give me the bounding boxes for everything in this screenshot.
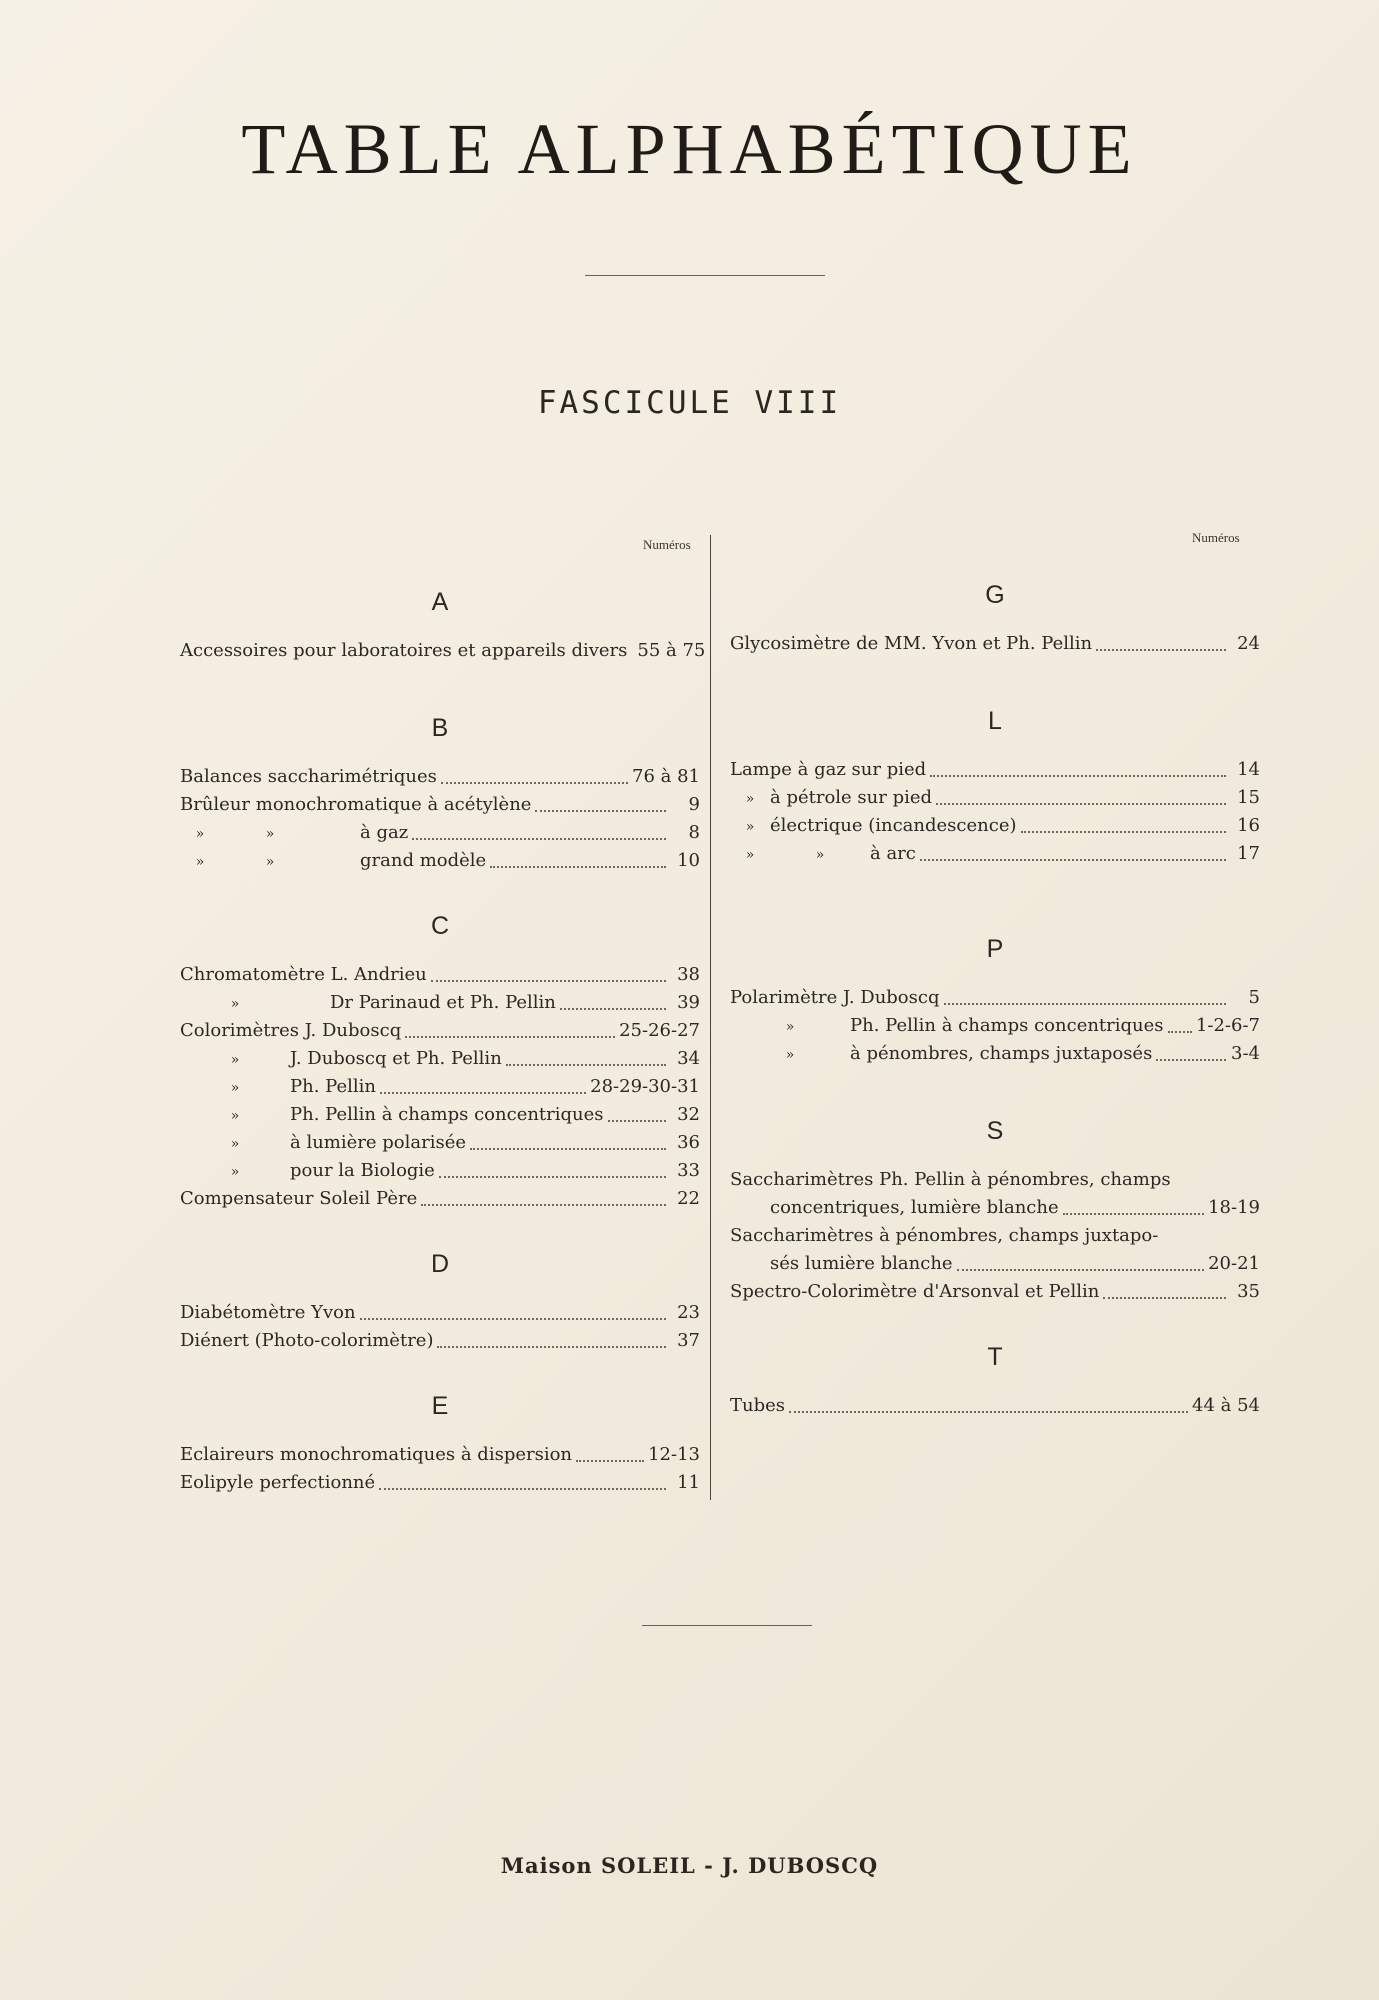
section-letter-b: B <box>431 714 449 742</box>
entry-page: 3-4 <box>1231 1043 1260 1064</box>
index-entry <box>730 984 1260 1012</box>
entry-text: Compensateur Soleil Père <box>180 1188 418 1209</box>
fascicule-heading: FASCICULE VIII <box>537 385 842 421</box>
entry-page: 35 <box>1237 1281 1260 1302</box>
entry-page: 8 <box>688 822 700 843</box>
ditto-mark: » <box>265 826 275 842</box>
ditto-mark: » <box>265 854 275 870</box>
dot-leader <box>789 1411 1188 1413</box>
entry-page: 11 <box>677 1472 700 1493</box>
entry-page: 34 <box>677 1048 700 1069</box>
entry-text: Diabétomètre Yvon <box>180 1302 356 1323</box>
ditto-mark: » <box>195 826 205 842</box>
index-entry <box>180 1185 700 1213</box>
index-entry <box>180 1045 700 1073</box>
entry-page: 37 <box>677 1330 700 1351</box>
entry-page: 20-21 <box>1208 1253 1260 1274</box>
entry-page: 32 <box>677 1104 700 1125</box>
entry-text: concentriques, lumière blanche <box>770 1197 1059 1218</box>
entry-text: à lumière polarisée <box>290 1132 467 1153</box>
entry-page: 38 <box>677 964 700 985</box>
dot-leader <box>608 1120 666 1122</box>
index-entry <box>730 1012 1260 1040</box>
entry-page: 18-19 <box>1208 1197 1260 1218</box>
index-entry <box>180 637 706 665</box>
page-title: TABLE ALPHABÉTIQUE <box>241 109 1138 189</box>
section-letter-e: E <box>431 1392 449 1420</box>
dot-leader <box>380 1092 586 1094</box>
dot-leader <box>576 1460 644 1462</box>
dot-leader <box>379 1488 666 1490</box>
dot-leader <box>490 866 666 868</box>
section-letter-d: D <box>430 1250 450 1278</box>
section-letter-l: L <box>988 707 1002 735</box>
entry-page: 22 <box>677 1188 700 1209</box>
index-entry <box>730 1392 1260 1420</box>
index-entry <box>180 1017 700 1045</box>
entry-text: sés lumière blanche <box>770 1253 953 1274</box>
section-letter-s: S <box>986 1117 1004 1145</box>
section-letter-p: P <box>986 935 1004 963</box>
entry-text: Diénert (Photo-colorimètre) <box>180 1330 434 1351</box>
ditto-mark: » <box>230 996 240 1012</box>
entry-page: 17 <box>1237 843 1260 864</box>
ditto-mark: » <box>785 1047 795 1063</box>
section-letter-g: G <box>985 581 1005 609</box>
entry-text: Ph. Pellin à champs concentriques <box>850 1015 1164 1036</box>
index-entry <box>730 784 1260 812</box>
entry-text: Chromatomètre L. Andrieu <box>180 964 427 985</box>
dot-leader <box>1168 1031 1192 1033</box>
left-column <box>180 585 706 1497</box>
entry-text: Brûleur monochromatique à acétylène <box>180 794 532 815</box>
index-entry <box>180 1101 700 1129</box>
dot-leader <box>535 810 666 812</box>
numeros-label-left: Numéros <box>643 537 691 552</box>
dot-leader <box>957 1269 1205 1271</box>
section-letter-a: A <box>431 588 449 616</box>
index-entry <box>730 1250 1260 1278</box>
entry-page: 24 <box>1237 633 1260 654</box>
entry-text: Spectro-Colorimètre d'Arsonval et Pellin <box>730 1281 1100 1302</box>
entry-page: 23 <box>677 1302 700 1323</box>
entry-text: Saccharimètres à pénombres, champs juxtapo- <box>730 1225 1159 1246</box>
index-entry <box>730 630 1260 658</box>
dot-leader <box>506 1064 666 1066</box>
dot-leader <box>560 1008 666 1010</box>
ditto-mark: » <box>230 1164 240 1180</box>
index-entry <box>180 819 700 847</box>
index-entry <box>730 1278 1260 1306</box>
entry-page: 28-29-30-31 <box>590 1076 700 1097</box>
dot-leader <box>441 782 628 784</box>
entry-text: à pétrole sur pied <box>770 787 933 808</box>
section-letter-c: C <box>430 912 450 940</box>
index-entry <box>180 989 700 1017</box>
ditto-mark: » <box>745 847 755 863</box>
entry-text: Saccharimètres Ph. Pellin à pénombres, champs <box>730 1169 1171 1190</box>
dot-leader <box>431 980 666 982</box>
dot-leader <box>1096 649 1226 651</box>
index-entry <box>180 791 700 819</box>
index-entry <box>180 1073 700 1101</box>
dot-leader <box>930 775 1226 777</box>
entry-text: Tubes <box>730 1395 786 1416</box>
entry-page: 12-13 <box>648 1444 700 1465</box>
entry-page: 25-26-27 <box>619 1020 700 1041</box>
index-entry <box>180 1441 700 1469</box>
ditto-mark: » <box>815 847 825 863</box>
ditto-mark: » <box>785 1019 795 1035</box>
index-entry <box>730 1166 1260 1194</box>
top-rule <box>585 275 825 276</box>
entry-text: pour la Biologie <box>290 1160 435 1181</box>
entry-page: 55 à 75 <box>637 640 706 661</box>
entry-page: 9 <box>688 794 700 815</box>
dot-leader <box>405 1036 615 1038</box>
entry-text: Ph. Pellin à champs concentriques <box>290 1104 604 1125</box>
entry-text: Ph. Pellin <box>290 1076 376 1097</box>
ditto-mark: » <box>230 1052 240 1068</box>
entry-page: 36 <box>677 1132 700 1153</box>
ditto-mark: » <box>745 819 755 835</box>
ditto-mark: » <box>230 1136 240 1152</box>
dot-leader <box>470 1148 666 1150</box>
entry-text: à arc <box>870 843 916 864</box>
entry-page: 16 <box>1237 815 1260 836</box>
entry-text: Dr Parinaud et Ph. Pellin <box>330 992 556 1013</box>
numeros-label-right: Numéros <box>1192 530 1240 545</box>
entry-text: Glycosimètre de MM. Yvon et Ph. Pellin <box>730 633 1093 654</box>
index-entry <box>180 1327 700 1355</box>
entry-text: Eolipyle perfectionné <box>180 1472 376 1493</box>
entry-text: électrique (incandescence) <box>770 815 1017 836</box>
entry-page: 1-2-6-7 <box>1195 1015 1260 1036</box>
entry-text: Eclaireurs monochromatiques à dispersion <box>180 1444 573 1465</box>
index-entry <box>180 1299 700 1327</box>
ditto-mark: » <box>745 791 755 807</box>
dot-leader <box>1156 1059 1226 1061</box>
entry-page: 15 <box>1237 787 1260 808</box>
dot-leader <box>944 1003 1227 1005</box>
dot-leader <box>421 1204 666 1206</box>
dot-leader <box>412 838 666 840</box>
column-divider <box>710 535 711 1500</box>
entry-page: 76 à 81 <box>632 766 700 787</box>
dot-leader <box>439 1176 666 1178</box>
dot-leader <box>1021 831 1227 833</box>
dot-leader <box>437 1346 666 1348</box>
entry-page: 5 <box>1248 987 1260 1008</box>
entry-text: Polarimètre J. Duboscq <box>730 987 940 1008</box>
index-entry <box>180 961 700 989</box>
entry-text: Balances saccharimétriques <box>180 766 437 787</box>
index-entry <box>180 763 700 791</box>
ditto-mark: » <box>230 1108 240 1124</box>
right-column <box>730 578 1260 1420</box>
dot-leader <box>1103 1297 1226 1299</box>
index-entry <box>730 1194 1260 1222</box>
dot-leader <box>1063 1213 1204 1215</box>
ditto-mark: » <box>230 1080 240 1096</box>
entry-page: 14 <box>1237 759 1260 780</box>
entry-page: 39 <box>677 992 700 1013</box>
entry-text: Lampe à gaz sur pied <box>730 759 927 780</box>
dot-leader <box>920 859 1226 861</box>
entry-text: à pénombres, champs juxtaposés <box>850 1043 1153 1064</box>
index-entry <box>180 1157 700 1185</box>
publisher-footer: Maison SOLEIL - J. DUBOSCQ <box>500 1853 879 1878</box>
index-entry <box>180 1469 700 1497</box>
entry-page: 44 à 54 <box>1192 1395 1260 1416</box>
entry-text: Accessoires pour laboratoires et appareils divers <box>180 640 628 661</box>
index-entry <box>180 847 700 875</box>
index-entry <box>730 812 1260 840</box>
entry-text: Colorimètres J. Duboscq <box>180 1020 402 1041</box>
ditto-mark: » <box>195 854 205 870</box>
entry-text: J. Duboscq et Ph. Pellin <box>290 1048 502 1069</box>
dot-leader <box>936 803 1226 805</box>
index-entry <box>180 1129 700 1157</box>
section-letter-t: T <box>987 1343 1003 1371</box>
index-entry <box>730 1040 1260 1068</box>
entry-page: 33 <box>677 1160 700 1181</box>
index-entry <box>730 1222 1260 1250</box>
bottom-rule <box>642 1625 812 1626</box>
dot-leader <box>360 1318 666 1320</box>
index-entry <box>730 840 1260 868</box>
entry-page: 10 <box>677 850 700 871</box>
index-entry <box>730 756 1260 784</box>
entry-text: à gaz <box>360 822 409 843</box>
entry-text: grand modèle <box>360 850 487 871</box>
